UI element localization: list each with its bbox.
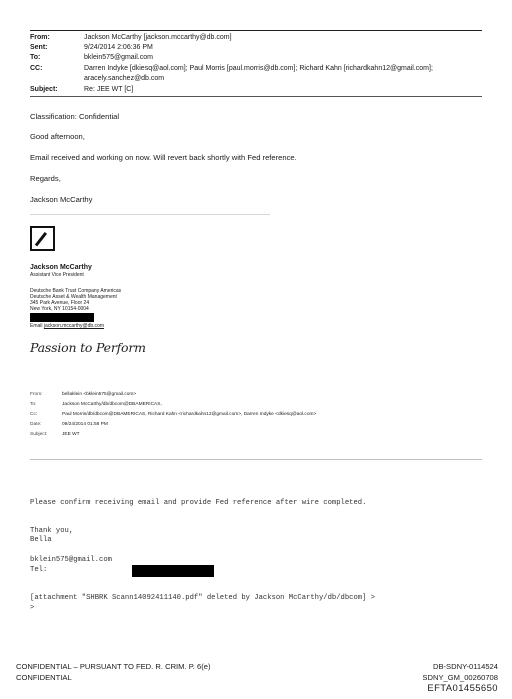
- fwd-to-value: Jackson McCarthy/db/dbcom@DBAMERICAS,: [62, 402, 162, 407]
- to-value: bklein575@gmail.com: [84, 54, 153, 61]
- signature-name: Jackson McCarthy: [30, 264, 92, 271]
- original-email: bklein575@gmail.com: [30, 556, 112, 564]
- from-label: From:: [30, 34, 50, 41]
- fwd-cc-value: Paul Morris/db/dbcom@DBAMERICAS, Richard Kahn <richardkahn12@gmail.com>, Darren Indyke <dkiesq@aol.com>: [62, 412, 317, 417]
- fwd-from-value: bellaklein <bklein575@gmail.com>: [62, 392, 137, 397]
- deutsche-bank-logo-icon: [30, 226, 55, 251]
- original-thanks: Thank you,: [30, 527, 74, 535]
- from-value: Jackson McCarthy [jackson.mccarthy@db.com]: [84, 34, 232, 41]
- footer-left-line2: CONFIDENTIAL: [16, 673, 72, 682]
- footer-right-line2: SDNY_GM_00260708: [422, 673, 498, 682]
- sent-label: Sent:: [30, 44, 48, 51]
- email-label: Email: [30, 323, 43, 329]
- cc-value-line2: aracely.sanchez@db.com: [84, 75, 165, 82]
- cc-label: CC:: [30, 65, 43, 72]
- message-text: Email received and working on now. Will revert back shortly with Fed reference.: [30, 153, 297, 162]
- signature-separator: [30, 214, 270, 215]
- address-line2: Deutsche Asset & Wealth Management: [30, 294, 117, 300]
- cc-value-line1: Darren Indyke [dkiesq@aol.com]; Paul Morris [paul.morris@db.com]; Richard Kahn [richardkahn12@gmail.com];: [84, 65, 433, 72]
- fwd-date-label: Date:: [30, 422, 42, 427]
- original-name: Bella: [30, 536, 52, 544]
- closing-text: Regards,: [30, 174, 61, 183]
- footer-left-line1: CONFIDENTIAL – PURSUANT TO FED. R. CRIM. P. 6(e): [16, 662, 211, 671]
- original-tel-label: Tel:: [30, 566, 48, 574]
- signature-title: Assistant Vice President: [30, 272, 84, 278]
- quote-mark: >: [30, 604, 35, 612]
- fwd-date-value: 09/24/2014 01:58 PM: [62, 422, 108, 427]
- address-line1: Deutsche Bank Trust Company Americas: [30, 288, 122, 294]
- email-link[interactable]: jackson.mccarthy@db.com: [43, 323, 105, 329]
- tagline: Passion to Perform: [30, 340, 146, 355]
- sent-value: 9/24/2014 2:06:36 PM: [84, 44, 153, 51]
- subject-value: Re: JEE WT [C]: [84, 86, 134, 93]
- greeting-text: Good afternoon,: [30, 132, 85, 141]
- classification-text: Classification: Confidential: [30, 112, 120, 121]
- footer-right-line1: DB-SDNY-0114524: [432, 662, 498, 671]
- fwd-cc-label: Cc:: [30, 412, 38, 417]
- forward-separator-rule: [30, 459, 482, 460]
- sender-name-text: Jackson McCarthy: [30, 195, 93, 204]
- fwd-subject-label: Subject:: [30, 432, 48, 437]
- fwd-to-label: To:: [30, 402, 37, 407]
- fwd-subject-value: JEE WT: [62, 432, 80, 437]
- header-top-rule: [30, 30, 482, 31]
- signature-email: [30, 323, 104, 329]
- address-line4: New York, NY 10154-0004: [30, 306, 89, 312]
- subject-label: Subject:: [30, 86, 58, 93]
- header-bottom-rule: [30, 96, 482, 97]
- redaction-bar: [30, 313, 94, 322]
- fwd-from-label: From:: [30, 392, 43, 397]
- address-line3: 345 Park Avenue, Floor 24: [30, 300, 90, 306]
- to-label: To:: [30, 54, 41, 61]
- original-message-line1: Please confirm receiving email and provide Fed reference after wire completed.: [30, 499, 367, 507]
- tel-redaction-bar: [132, 565, 214, 577]
- footer-right-line3: EFTA01455650: [427, 683, 498, 694]
- attachment-note: [attachment "SHBRK Scann14092411140.pdf" deleted by Jackson McCarthy/db/dbcom] >: [30, 594, 376, 602]
